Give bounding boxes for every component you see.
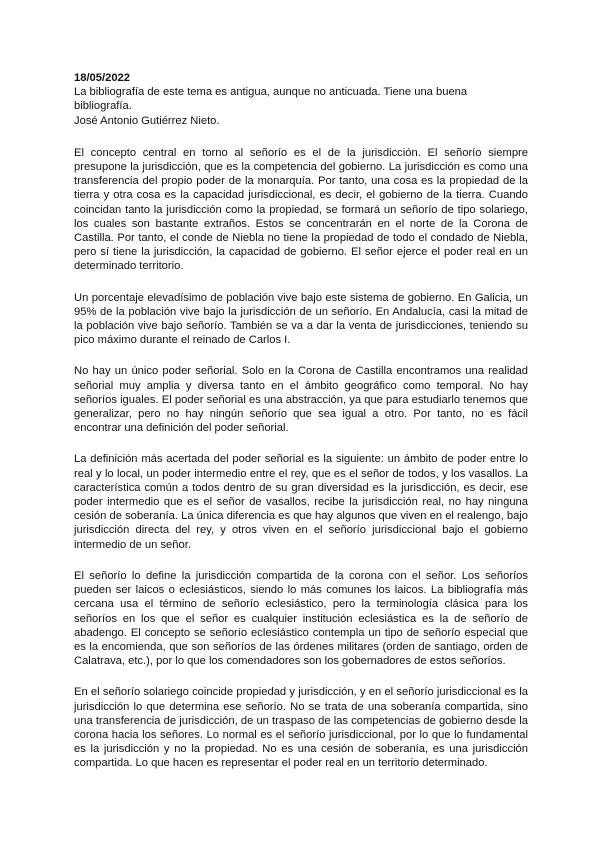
paragraph-definicion: La definición más acertada del poder señorial es la siguiente: un ámbito de poder entre lo real y lo local, un poder intermedio entre el rey, que es el señor de todos, y los vasallos. La característica común a todos dentro de su gran diversidad es la jurisdicción, es decir, ese poder intermedio que es el señor de vasallos, recibe la jurisdicción real, no hay ninguna cesión de soberanía. La única diferencia es que hay algunos que viven en el realengo, bajo jurisdicción directa del rey, y otros viven en el señorío jurisdiccional bajo el gobierno intermedio de un señor. xyxy=(74,453,528,551)
paragraph-jurisdiccion: El concepto central en torno al señorío es el de la jurisdicción. El señorío siempre presupone la jurisdicción, que es la competencia del gobierno. La jurisdicción es como una transferencia del propio poder de la monarquía. Por tanto, una cosa es la propiedad de la tierra y otra cosa es la capacidad jurisdiccional, es decir, el gobierno de la tierra. Cuando coincidan tanto la jurisdicción como la propiedad, se formará un señorío de tipo solariego, los cuales son bastante extraños. Estos se concentrarán en el norte de la Corona de Castilla. Por tanto, el conde de Niebla no tiene la propiedad de todo el condado de Niebla, pero sí tiene la jurisdicción, la capacidad de gobierno. El señor ejerce el poder real en un determinado territorio. xyxy=(74,146,528,273)
paragraph-solariego: En el señorío solariego coincide propiedad y jurisdicción, y en el señorío jurisdiccional es la jurisdicción lo que determina ese señorío. No se trata de una soberanía compartida, sino una transferencia de jurisdicción, de un traspaso de las competencias de gobierno desde la corona hacia los señores. Lo normal es el señorío jurisdiccional, por lo que lo fundamental es la jurisdicción y no la propiedad. No es una cesión de soberanía, es una jurisdicción compartida. Lo que hacen es representar el poder real en un territorio determinado. xyxy=(74,686,528,770)
paragraph-tipos-senorio: El señorío lo define la jurisdicción compartida de la corona con el señor. Los señoríos pueden ser laicos o eclesiásticos, siendo lo más comunes los laicos. La bibliografía más cercana usa el término de señorío eclesiástico, pero la terminología clásica para los señoríos en los que el señor es cualquier institución eclesiástica es la de señorío de abadengo. El concepto se señorío eclesiástico contempla un tipo de señorío especial que es la encomienda, que son señoríos de las órdenes militares (orden de santiago, orden de Calatrava, etc.), por lo que los comendadores son los gobernadores de estos señoríos. xyxy=(74,569,528,668)
intro-line-1: La bibliografía de este tema es antigua, aunque no anticuada. Tiene una buena bibliografía. xyxy=(74,86,468,113)
intro-line-2: José Antonio Gutiérrez Nieto. xyxy=(74,114,220,127)
paragraph-poblacion: Un porcentaje elevadísimo de población vive bajo este sistema de gobierno. En Galicia, un 95% de la población vive bajo la jurisdicción de un señorío. En Andalucía, casi la mitad de la población vive bajo señorío. También se va a dar la venta de jurisdicciones, teniendo su pico máximo durante el reinado de Carlos I. xyxy=(74,291,528,347)
paragraph-poder-senorial: No hay un único poder señorial. Solo en la Corona de Castilla encontramos una realidad señorial muy amplia y diversa tanto en el ámbito geográfico como temporal. No hay señoríos iguales. El poder señorial es una abstracción, ya que para estudiarlo tenemos que generalizar, pero no hay ningún señorío que sea igual a otro. Por tanto, no es fácil encontrar una definición del poder señorial. xyxy=(74,365,528,435)
document-date: 18/05/2022 xyxy=(74,72,130,84)
